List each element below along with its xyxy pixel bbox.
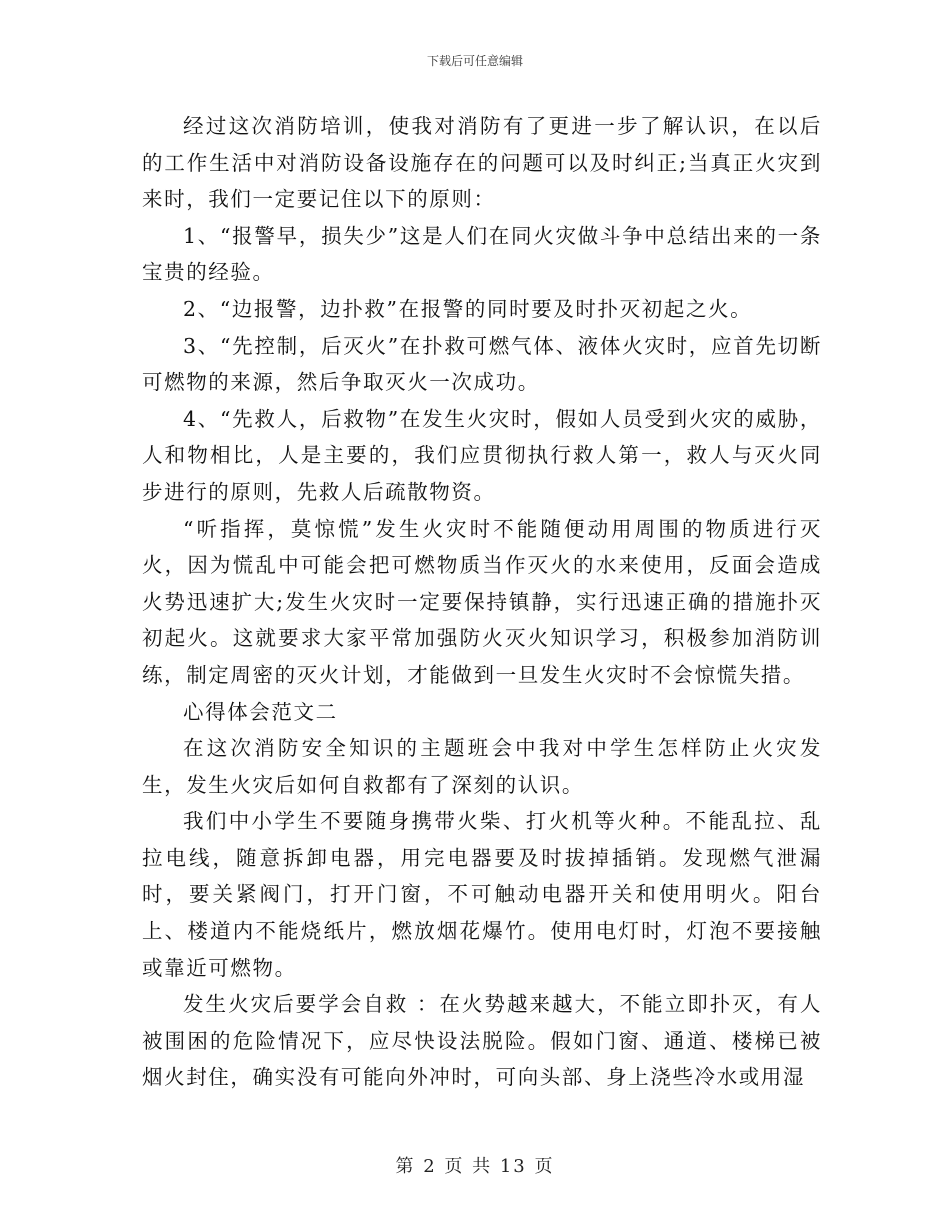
- paragraph: 经过这次消防培训，使我对消防有了更进一步了解认识，在以后的工作生活中对消防设备设施存在的问题可以及时纠正;当真正火灾到来时，我们一定要记住以下的原则：: [142, 114, 822, 212]
- page-header: 下载后可任意编辑: [426, 54, 523, 68]
- list-item: 4、“先救人，后救物”在发生火灾时，假如人员受到火灾的威胁，人和物相比，人是主要的，我们应贯彻执行救人第一，救人与灭火同步进行的原则，先救人后疏散物资。: [142, 406, 822, 504]
- paragraph: 我们中小学生不要随身携带火柴、打火机等火种。不能乱拉、乱拉电线，随意拆卸电器，用完电器要及时拔掉插销。发现燃气泄漏时，要关紧阀门，打开门窗，不可触动电器开关和使用明火。阳台上、楼道内不能烧纸片，燃放烟花爆竹。使用电灯时，灯泡不要接触或靠近可燃物。: [142, 809, 822, 980]
- paragraph: “听指挥，莫惊慌”发生火灾时不能随便动用周围的物质进行灭火，因为慌乱中可能会把可燃物质当作灭火的水来使用，反面会造成火势迅速扩大;发生火灾时一定要保持镇静，实行迅速正确的措施扑灭初起火。这就要求大家平常加强防火灭火知识学习，积极参加消防训练，制定周密的灭火计划，才能做到一旦发生火灾时不会惊慌失措。: [142, 516, 822, 687]
- page-number: 第 2 页 共 13 页: [395, 1156, 555, 1177]
- list-item: 3、“先控制，后灭火”在扑救可燃气体、液体火灾时，应首先切断可燃物的来源，然后争取灭火一次成功。: [142, 333, 822, 395]
- list-item: 1、“报警早，损失少”这是人们在同火灾做斗争中总结出来的一条宝贵的经验。: [142, 223, 822, 285]
- document-body: [142, 108, 822, 1096]
- paragraph: 发生火灾后要学会自救 ：在火势越来越大，不能立即扑灭，有人被围困的危险情况下，应尽快设法脱险。假如门窗、通道、楼梯已被烟火封住，确实没有可能向外冲时，可向头部、身上浇些冷水或用湿: [142, 992, 822, 1090]
- list-item: 2、“边报警，边扑救”在报警的同时要及时扑灭初起之火。: [183, 296, 753, 321]
- section-heading: 心得体会范文二: [183, 699, 338, 724]
- paragraph: 在这次消防安全知识的主题班会中我对中学生怎样防止火灾发生，发生火灾后如何自救都有了深刻的认识。: [142, 736, 822, 797]
